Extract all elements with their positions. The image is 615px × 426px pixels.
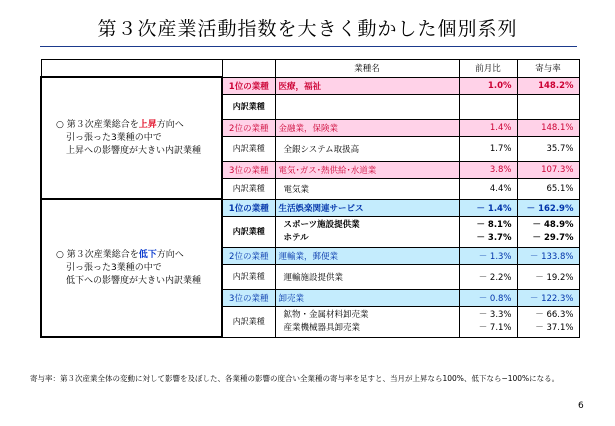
down-rank3-label: 3位の業種	[222, 289, 275, 306]
down-rank1-sub1-mom: － 8.1%	[476, 219, 512, 230]
up-desc-line1: ○ 第３次産業総合を上昇方向へ	[56, 119, 184, 130]
down-rank3-sub2-name: 産業機械器具卸売業	[283, 322, 361, 333]
up-rank2-name: 金融業，保険業	[275, 119, 459, 136]
header-gyoshu: 業種名	[275, 60, 459, 78]
up-rank2-sub-contrib: 35.7%	[517, 136, 579, 161]
up-rank3-contrib: 107.3%	[517, 161, 579, 178]
header-blank-2	[222, 60, 275, 78]
down-rank2-label: 2位の業種	[222, 247, 275, 264]
up-rank2-sub-label: 内訳業種	[222, 136, 275, 161]
down-rank3-sub-label: 内訳業種	[222, 306, 275, 337]
up-section-description	[41, 77, 222, 199]
up-rank3-sub-name: 電気業	[275, 178, 459, 199]
down-rank1-sub-contribs	[517, 216, 579, 247]
up-rank2-mom: 1.4%	[459, 119, 517, 136]
up-rank3-label: 3位の業種	[222, 161, 275, 178]
down-rank2-mom: － 1.3%	[459, 247, 517, 264]
down-rank3-mom: － 0.8%	[459, 289, 517, 306]
down-rank2-sub-mom: － 2.2%	[459, 264, 517, 289]
up-rank2-contrib: 148.1%	[517, 119, 579, 136]
down-rank3-name: 卸売業	[275, 289, 459, 306]
down-desc-line3: 低下への影響度が大きい内訳業種	[66, 275, 202, 286]
contribution-table	[40, 59, 580, 338]
down-rank3-sub1-contrib: － 66.3%	[535, 309, 574, 320]
up-rank1-contrib: 148.2%	[517, 77, 579, 94]
header-blank-1	[41, 60, 222, 78]
down-rank1-contrib: － 162.9%	[517, 199, 579, 216]
down-rank2-sub-label: 内訳業種	[222, 264, 275, 289]
down-rank3-sub-moms	[459, 306, 517, 337]
up-rank1-mom: 1.0%	[459, 77, 517, 94]
up-rank2-sub-name: 全銀システム取扱高	[275, 136, 459, 161]
page-title: 第３次産業活動指数を大きく動かした個別系列	[97, 18, 518, 40]
down-rank2-contrib: － 133.8%	[517, 247, 579, 264]
up-rank1-name: 医療，福祉	[275, 77, 459, 94]
down-rank1-sub-label: 内訳業種	[222, 216, 275, 247]
down-rank1-sub2-mom: － 3.7%	[476, 232, 512, 243]
up-desc-line2: 引っ張った3業種の中で	[66, 132, 162, 143]
up-rank1-sub-name	[275, 94, 459, 119]
header-zengetsuhi: 前月比	[459, 60, 517, 78]
down-rank3-sub-contribs	[517, 306, 579, 337]
down-rank1-row	[41, 199, 579, 216]
down-rank1-sub2-name: ホテル	[283, 232, 309, 243]
down-rank3-sub2-mom: － 7.1%	[478, 322, 512, 333]
down-rank1-sub1-name: スポーツ施設提供業	[283, 219, 360, 230]
down-rank1-sub2-contrib: － 29.7%	[532, 232, 574, 243]
footnote-label: 寄与率：	[30, 374, 60, 383]
down-rank1-sub1-contrib: － 48.9%	[532, 219, 574, 230]
down-rank3-sub2-contrib: － 37.1%	[535, 322, 574, 333]
down-rank1-mom: － 1.4%	[459, 199, 517, 216]
footnote	[30, 373, 590, 384]
up-rank1-sub-label: 内訳業種	[222, 94, 275, 119]
up-rank1-label: 1位の業種	[222, 77, 275, 94]
down-desc-line1: ○ 第３次産業総合を低下方向へ	[56, 249, 184, 260]
up-desc-line3: 上昇への影響度が大きい内訳業種	[66, 145, 202, 156]
down-rank2-sub-contrib: － 19.2%	[517, 264, 579, 289]
down-rank3-contrib: － 122.3%	[517, 289, 579, 306]
up-rank2-label: 2位の業種	[222, 119, 275, 136]
down-rank3-sub1-name: 鉱物・金属材料卸売業	[283, 309, 369, 320]
up-rank3-name: 電気･ガス･熱供給･水道業	[275, 161, 459, 178]
down-rank3-sub-names	[275, 306, 459, 337]
up-rank3-mom: 3.8%	[459, 161, 517, 178]
down-rank1-sub-names	[275, 216, 459, 247]
up-rank1-sub-contrib	[517, 94, 579, 119]
table-header-row	[41, 60, 579, 78]
up-rank1-sub-mom	[459, 94, 517, 119]
down-desc-line2: 引っ張った3業種の中で	[66, 262, 162, 273]
down-rank1-label: 1位の業種	[222, 199, 275, 216]
up-rank3-sub-contrib: 65.1%	[517, 178, 579, 199]
up-rank3-sub-label: 内訳業種	[222, 178, 275, 199]
page-number: 6	[578, 401, 584, 411]
up-rank2-sub-mom: 1.7%	[459, 136, 517, 161]
down-section-description	[41, 199, 222, 337]
up-rank3-sub-mom: 4.4%	[459, 178, 517, 199]
title-rule	[40, 46, 577, 47]
down-rank2-sub-name: 運輸施設提供業	[275, 264, 459, 289]
header-kiyoritsu: 寄与率	[517, 60, 579, 78]
down-rank2-name: 運輸業，郵便業	[275, 247, 459, 264]
down-rank1-name: 生活娯楽関連サービス	[275, 199, 459, 216]
up-rank1-row	[41, 77, 579, 94]
footnote-text: 第３次産業全体の変動に対して影響を及ぼした、各業種の影響の度合い全業種の寄与率を足すと、当月が上昇なら100%、低下なら−100%になる。	[60, 374, 560, 383]
down-rank3-sub1-mom: － 3.3%	[478, 309, 512, 320]
down-rank1-sub-moms	[459, 216, 517, 247]
